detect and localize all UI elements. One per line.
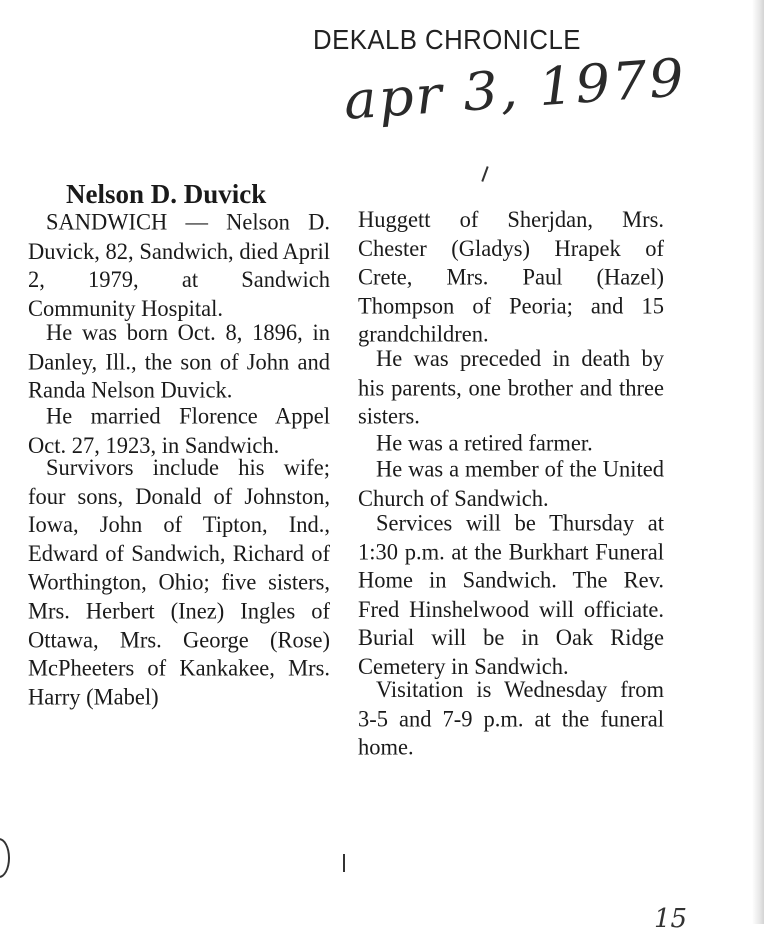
obituary-left-column bbox=[28, 178, 330, 710]
obituary-right-column bbox=[358, 208, 664, 760]
obituary-headline: Nelson D. Duvick bbox=[66, 179, 267, 209]
scan-page-edge bbox=[752, 0, 764, 924]
paragraph-church: He was a member of the United Church of Sandwich. bbox=[358, 456, 664, 511]
paragraph-survivors: Survivors include his wife; four sons, Donald of Johnston, Iowa, John of Tipton, Ind., Edward of Sandwich, Richard of Worthington, Ohio; five sisters, Mrs. Herbert (Inez) Ingles of Ottawa, Mrs. George (Rose) McPheeters of Kankakee, Mrs. Harry (Mabel) bbox=[28, 454, 330, 710]
paragraph-birth: He was born Oct. 8, 1896, in Danley, Ill., the son of John and Randa Nelson Duvick. bbox=[28, 319, 330, 404]
paragraph-survivors-continued: Huggett of Sherjdan, Mrs. Chester (Gladys) Hrapek of Crete, Mrs. Paul (Hazel) Thompson of Peoria; and 15 grandchildren. bbox=[358, 206, 664, 348]
margin-pen-mark bbox=[0, 838, 10, 878]
paragraph-services: Services will be Thursday at 1:30 p.m. at the Burkhart Funeral Home in Sandwich. The Rev. Fred Hinshelwood will officiate. Burial will be in Oak Ridge Cemetery in Sandwich. bbox=[358, 509, 664, 679]
paragraph-death-notice: SANDWICH — Nelson D. Duvick, 82, Sandwich, died April 2, 1979, at Sandwich Community Hospital. bbox=[28, 208, 330, 321]
newspaper-masthead: DEKALB CHRONICLE bbox=[313, 24, 581, 55]
paragraph-preceded: He was preceded in death by his parents, one brother and three sisters. bbox=[358, 345, 664, 429]
corner-handwritten-note: 15 bbox=[654, 904, 688, 934]
paragraph-occupation: He was a retired farmer. bbox=[376, 429, 593, 456]
pen-mark bbox=[481, 166, 488, 182]
handwritten-date: apr 3, 1979 bbox=[342, 48, 688, 132]
paragraph-visitation: Visitation is Wednesday from 3-5 and 7-9 p.m. at the funeral home. bbox=[358, 676, 664, 760]
column-rule-mark bbox=[343, 854, 345, 872]
paragraph-marriage: He married Florence Appel Oct. 27, 1923, in Sandwich. bbox=[28, 403, 330, 458]
